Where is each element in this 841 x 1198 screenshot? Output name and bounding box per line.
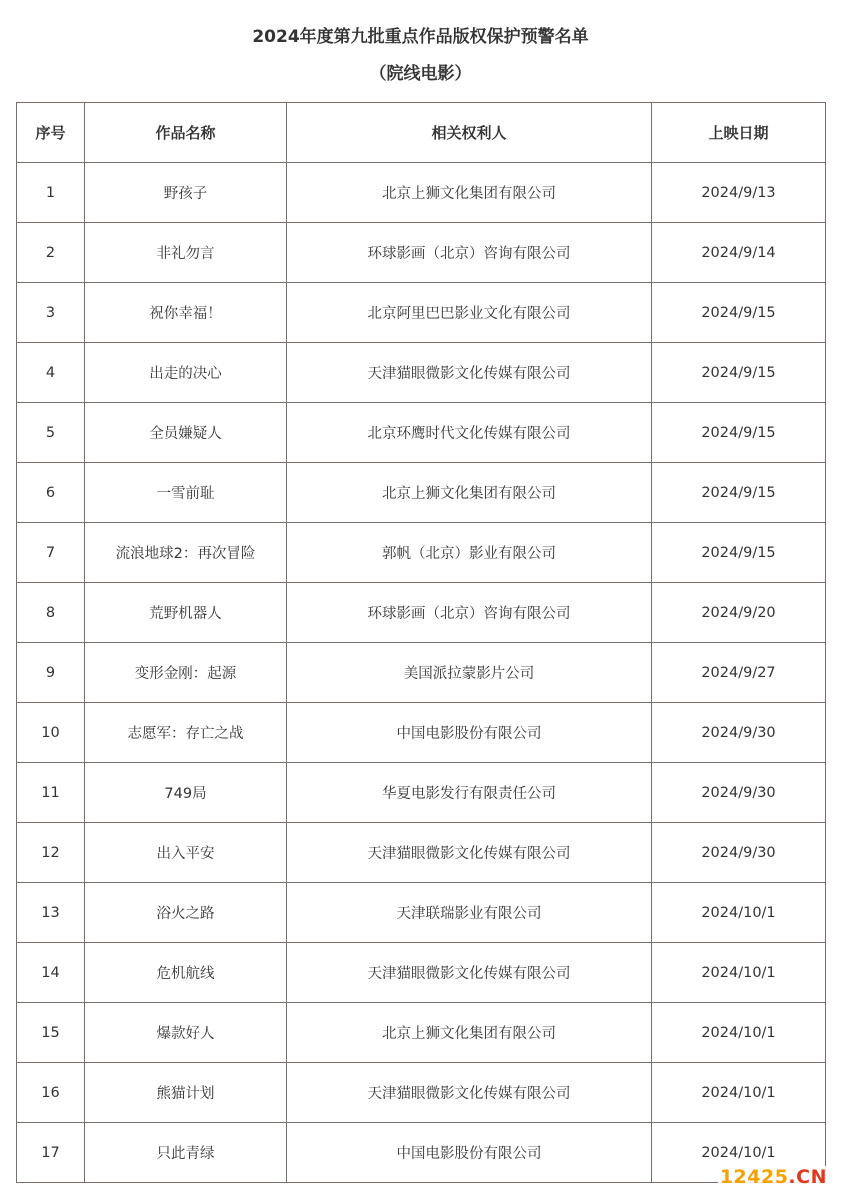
header-rights-holder: 相关权利人 xyxy=(287,103,652,163)
watermark-number: 12425 xyxy=(719,1166,789,1188)
cell-rights-holder: 中国电影股份有限公司 xyxy=(287,703,652,763)
table-row xyxy=(17,283,826,343)
cell-rights-holder: 天津联瑞影业有限公司 xyxy=(287,883,652,943)
cell-work-title: 出走的决心 xyxy=(85,343,287,403)
cell-rights-holder: 郭帆（北京）影业有限公司 xyxy=(287,523,652,583)
warning-list-table xyxy=(16,102,826,1183)
cell-work-title: 浴火之路 xyxy=(85,883,287,943)
cell-release-date: 2024/10/1 xyxy=(652,1003,826,1063)
cell-index: 16 xyxy=(17,1063,85,1123)
cell-rights-holder: 天津猫眼微影文化传媒有限公司 xyxy=(287,1063,652,1123)
cell-index: 7 xyxy=(17,523,85,583)
table-row xyxy=(17,763,826,823)
cell-index: 13 xyxy=(17,883,85,943)
cell-index: 6 xyxy=(17,463,85,523)
table-row xyxy=(17,403,826,463)
table-row xyxy=(17,703,826,763)
table-row xyxy=(17,223,826,283)
cell-index: 2 xyxy=(17,223,85,283)
cell-work-title: 野孩子 xyxy=(85,163,287,223)
cell-index: 1 xyxy=(17,163,85,223)
cell-rights-holder: 北京环鹰时代文化传媒有限公司 xyxy=(287,403,652,463)
table-row xyxy=(17,883,826,943)
cell-index: 8 xyxy=(17,583,85,643)
cell-index: 10 xyxy=(17,703,85,763)
cell-release-date: 2024/9/15 xyxy=(652,463,826,523)
cell-index: 3 xyxy=(17,283,85,343)
cell-rights-holder: 环球影画（北京）咨询有限公司 xyxy=(287,583,652,643)
cell-work-title: 熊猫计划 xyxy=(85,1063,287,1123)
cell-work-title: 荒野机器人 xyxy=(85,583,287,643)
cell-index: 9 xyxy=(17,643,85,703)
cell-rights-holder: 美国派拉蒙影片公司 xyxy=(287,643,652,703)
cell-work-title: 一雪前耻 xyxy=(85,463,287,523)
cell-index: 4 xyxy=(17,343,85,403)
table-row xyxy=(17,1003,826,1063)
watermark-dot: . xyxy=(788,1166,797,1188)
page-subtitle: （院线电影） xyxy=(369,64,472,84)
table-row xyxy=(17,823,826,883)
table-row xyxy=(17,643,826,703)
cell-release-date: 2024/9/15 xyxy=(652,403,826,463)
cell-release-date: 2024/9/15 xyxy=(652,283,826,343)
cell-rights-holder: 华夏电影发行有限责任公司 xyxy=(287,763,652,823)
header-index: 序号 xyxy=(17,103,85,163)
cell-release-date: 2024/9/27 xyxy=(652,643,826,703)
cell-work-title: 非礼勿言 xyxy=(85,223,287,283)
cell-release-date: 2024/10/1 xyxy=(652,1063,826,1123)
table-row xyxy=(17,1063,826,1123)
cell-work-title: 爆款好人 xyxy=(85,1003,287,1063)
cell-rights-holder: 中国电影股份有限公司 xyxy=(287,1123,652,1183)
cell-index: 15 xyxy=(17,1003,85,1063)
cell-rights-holder: 北京上狮文化集团有限公司 xyxy=(287,463,652,523)
table-row xyxy=(17,343,826,403)
cell-rights-holder: 天津猫眼微影文化传媒有限公司 xyxy=(287,823,652,883)
cell-index: 14 xyxy=(17,943,85,1003)
cell-index: 12 xyxy=(17,823,85,883)
cell-rights-holder: 环球影画（北京）咨询有限公司 xyxy=(287,223,652,283)
header-work-title: 作品名称 xyxy=(85,103,287,163)
cell-work-title: 全员嫌疑人 xyxy=(85,403,287,463)
cell-release-date: 2024/9/30 xyxy=(652,823,826,883)
header-release-date: 上映日期 xyxy=(652,103,826,163)
cell-release-date: 2024/9/15 xyxy=(652,343,826,403)
cell-rights-holder: 北京上狮文化集团有限公司 xyxy=(287,1003,652,1063)
cell-release-date: 2024/10/1 xyxy=(652,943,826,1003)
cell-release-date: 2024/9/14 xyxy=(652,223,826,283)
cell-rights-holder: 天津猫眼微影文化传媒有限公司 xyxy=(287,343,652,403)
cell-rights-holder: 北京阿里巴巴影业文化有限公司 xyxy=(287,283,652,343)
cell-work-title: 祝你幸福！ xyxy=(85,283,287,343)
cell-work-title: 流浪地球2：再次冒险 xyxy=(85,523,287,583)
cell-release-date: 2024/9/20 xyxy=(652,583,826,643)
site-watermark xyxy=(718,1166,829,1188)
table-row xyxy=(17,463,826,523)
cell-release-date: 2024/9/30 xyxy=(652,763,826,823)
table-row xyxy=(17,163,826,223)
cell-work-title: 志愿军：存亡之战 xyxy=(85,703,287,763)
cell-index: 5 xyxy=(17,403,85,463)
cell-release-date: 2024/9/15 xyxy=(652,523,826,583)
cell-release-date: 2024/10/1 xyxy=(652,883,826,943)
cell-work-title: 只此青绿 xyxy=(85,1123,287,1183)
cell-index: 11 xyxy=(17,763,85,823)
cell-index: 17 xyxy=(17,1123,85,1183)
cell-release-date: 2024/9/13 xyxy=(652,163,826,223)
cell-rights-holder: 北京上狮文化集团有限公司 xyxy=(287,163,652,223)
cell-rights-holder: 天津猫眼微影文化传媒有限公司 xyxy=(287,943,652,1003)
table-row xyxy=(17,1123,826,1183)
cell-release-date: 2024/10/1 xyxy=(652,1123,826,1183)
cell-work-title: 危机航线 xyxy=(85,943,287,1003)
table-row xyxy=(17,583,826,643)
table-row xyxy=(17,523,826,583)
table-header-row xyxy=(17,103,826,163)
cell-work-title: 749局 xyxy=(85,763,287,823)
cell-release-date: 2024/9/30 xyxy=(652,703,826,763)
table-row xyxy=(17,943,826,1003)
cell-work-title: 变形金刚：起源 xyxy=(85,643,287,703)
cell-work-title: 出入平安 xyxy=(85,823,287,883)
watermark-suffix: CN xyxy=(796,1166,827,1188)
page-title: 2024年度第九批重点作品版权保护预警名单 xyxy=(252,27,589,47)
